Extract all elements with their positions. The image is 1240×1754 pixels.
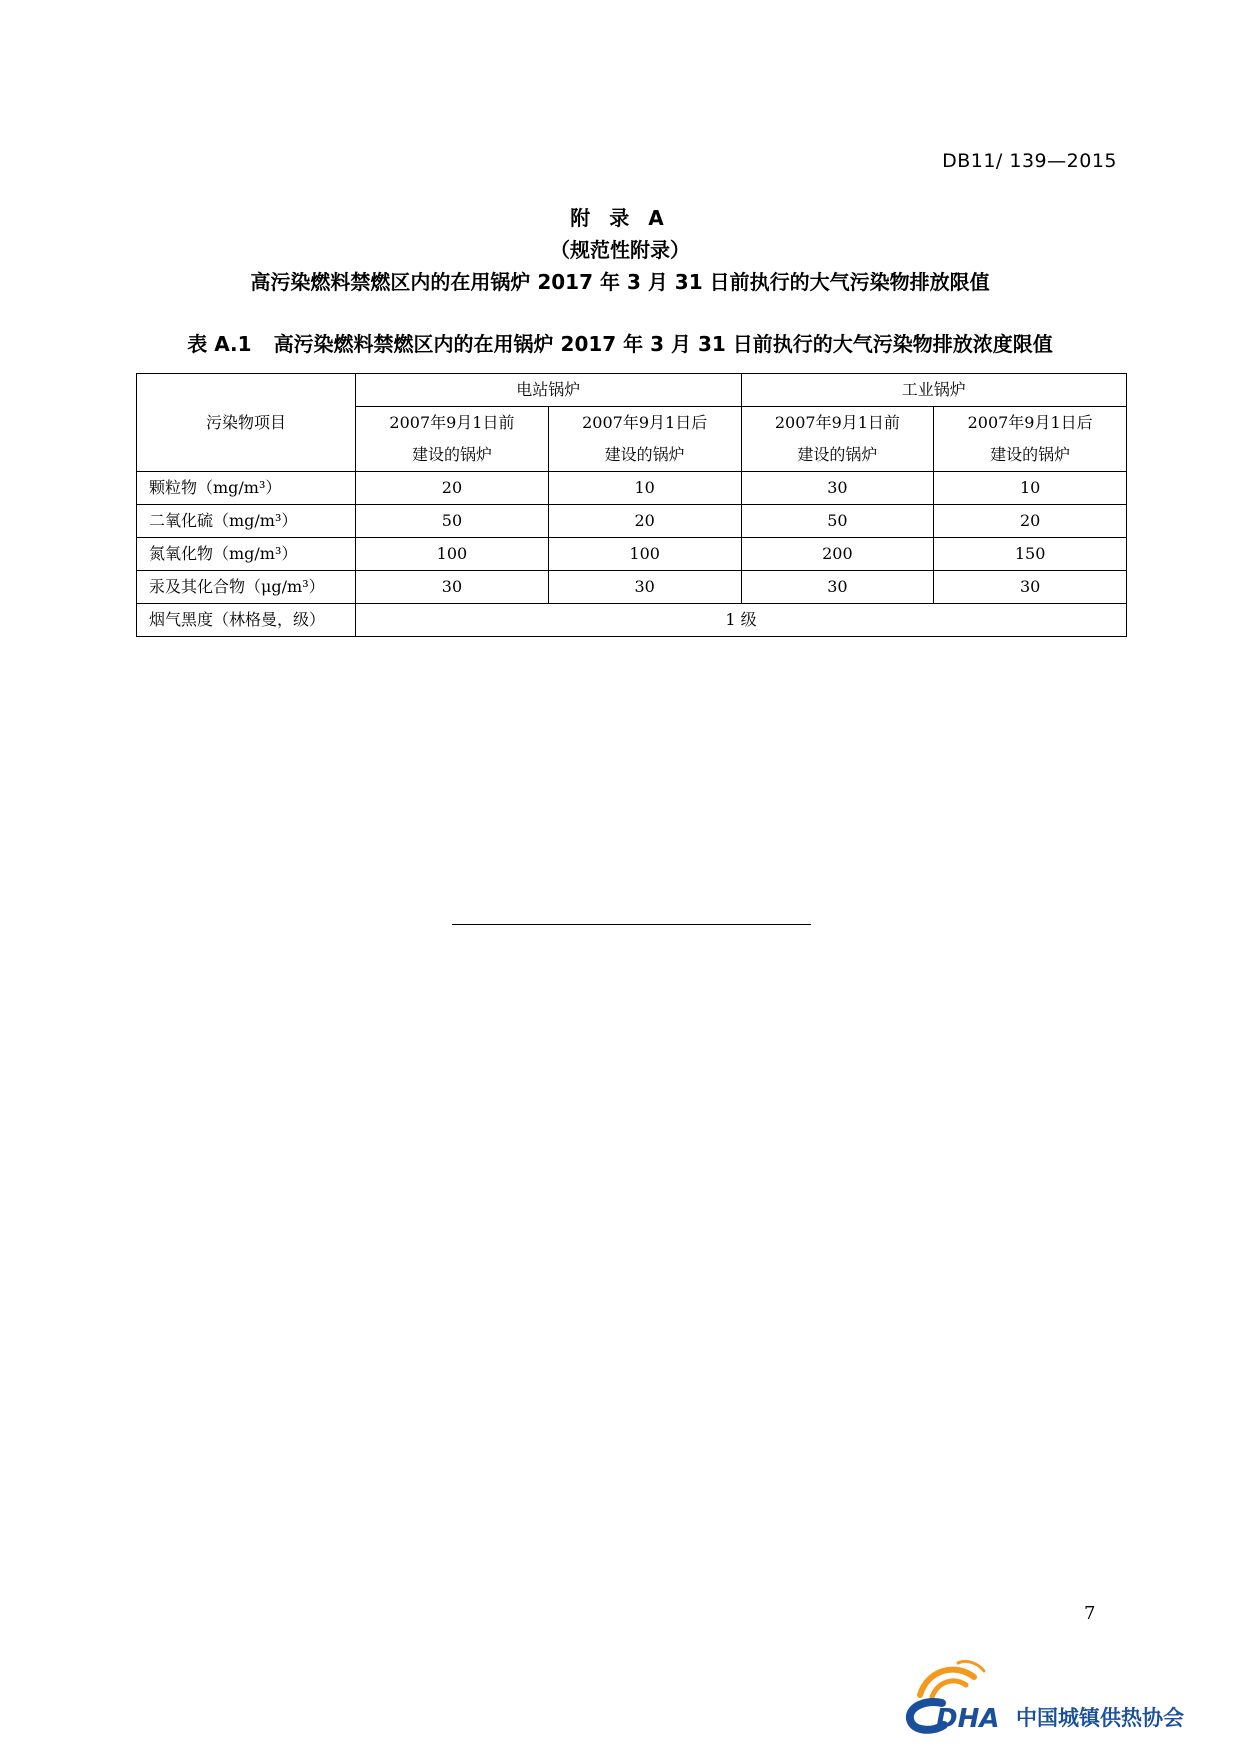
appendix-type: （规范性附录）: [550, 238, 690, 262]
era-suffix: 建设的锅炉: [797, 445, 878, 464]
row-value: 30: [741, 472, 934, 505]
page-number: 7: [1084, 1603, 1096, 1624]
row-value: 100: [548, 538, 741, 571]
row-value: 50: [356, 505, 549, 538]
row-value-merged: 1 级: [356, 604, 1127, 637]
row-value: 10: [548, 472, 741, 505]
chda-logo-mark: [898, 1655, 1208, 1741]
table-caption: [0, 328, 1240, 357]
row-value: 20: [356, 472, 549, 505]
era-header: [741, 407, 934, 472]
row-value: 30: [741, 571, 934, 604]
document-code: DB11/ 139—2015: [942, 150, 1117, 172]
era-date: 2007年9月1日前: [774, 413, 900, 432]
row-value: 50: [741, 505, 934, 538]
row-value: 30: [934, 571, 1127, 604]
row-item: 二氧化硫（mg/m³）: [137, 505, 356, 538]
table-row: [137, 538, 1127, 571]
row-value: 200: [741, 538, 934, 571]
row-item: 氮氧化物（mg/m³）: [137, 538, 356, 571]
row-value: 30: [356, 571, 549, 604]
table-caption-number: 表 A.1: [187, 332, 252, 356]
row-item: 烟气黑度（林格曼，级）: [137, 604, 356, 637]
table-row: [137, 571, 1127, 604]
row-value: 150: [934, 538, 1127, 571]
table-row: [137, 505, 1127, 538]
era-date: 2007年9月1日后: [582, 413, 708, 432]
era-suffix: 建设的锅炉: [604, 445, 685, 464]
table-row: [137, 604, 1127, 637]
row-value: 10: [934, 472, 1127, 505]
table-row: [137, 472, 1127, 505]
logo-swoosh-inner: [932, 1681, 966, 1697]
logo-letters: DHA: [936, 1704, 1000, 1734]
row-value: 30: [548, 571, 741, 604]
appendix-title: 附 录 A: [570, 206, 670, 230]
row-value: 20: [934, 505, 1127, 538]
group-header-power-boiler: 电站锅炉: [356, 374, 741, 407]
era-header: [934, 407, 1127, 472]
chda-logo: [898, 1655, 1208, 1741]
table-caption-text: 高污染燃料禁燃区内的在用锅炉 2017 年 3 月 31 日前执行的大气污染物排放浓度限值: [273, 332, 1053, 356]
logo-text: 中国城镇供热协会: [1016, 1706, 1184, 1730]
row-value: 20: [548, 505, 741, 538]
table-header-row: [137, 374, 1127, 407]
emission-limits-table: [136, 373, 1127, 637]
row-item: 汞及其化合物（μg/m³）: [137, 571, 356, 604]
era-suffix: 建设的锅炉: [411, 445, 492, 464]
era-date: 2007年9月1日前: [389, 413, 515, 432]
end-rule: [452, 924, 811, 925]
era-suffix: 建设的锅炉: [990, 445, 1071, 464]
group-header-industrial-boiler: 工业锅炉: [741, 374, 1126, 407]
era-date: 2007年9月1日后: [967, 413, 1093, 432]
row-item: 颗粒物（mg/m³）: [137, 472, 356, 505]
era-header: [356, 407, 549, 472]
corner-label: 污染物项目: [137, 374, 356, 472]
row-value: 100: [356, 538, 549, 571]
era-header: [548, 407, 741, 472]
appendix-heading: 高污染燃料禁燃区内的在用锅炉 2017 年 3 月 31 日前执行的大气污染物排放限值: [250, 270, 990, 294]
